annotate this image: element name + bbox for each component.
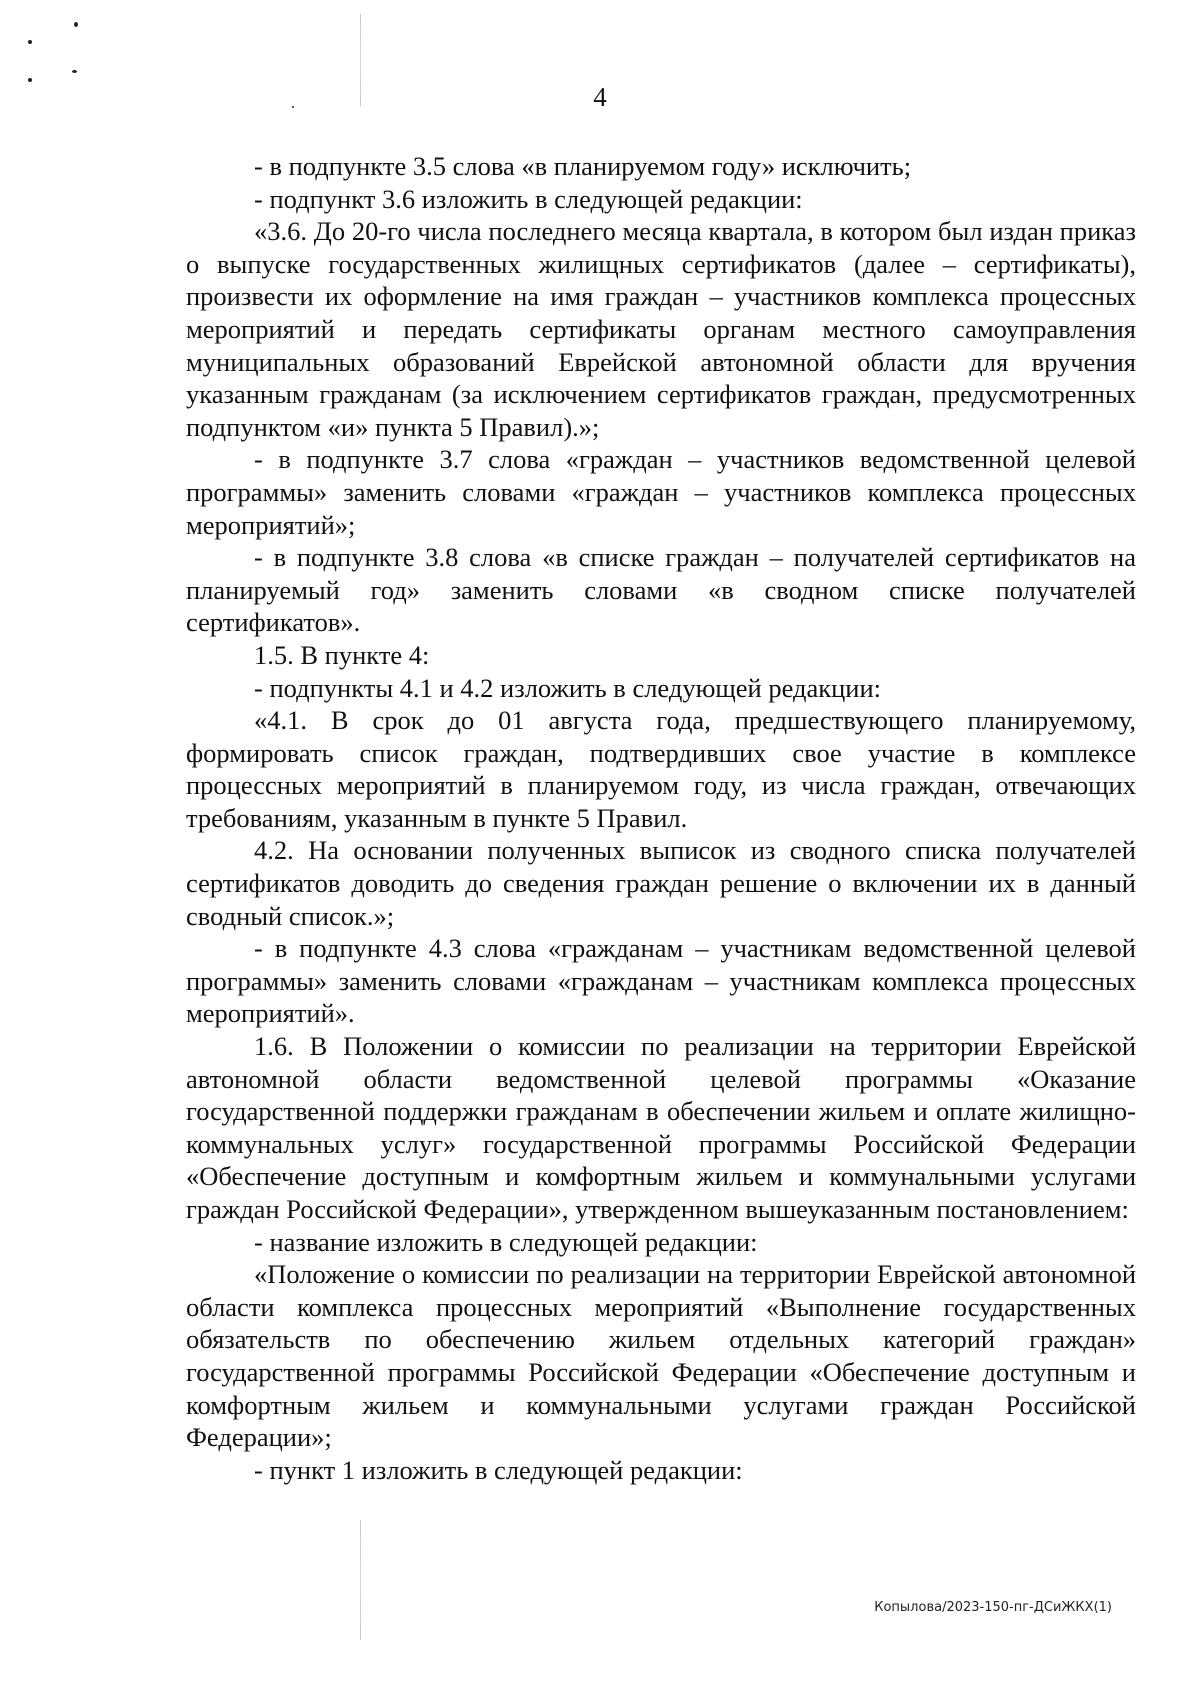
paragraph: - название изложить в следующей редакции: bbox=[254, 1226, 758, 1257]
paragraph: «3.6. До 20-го числа последнего месяца квартала, в котором был издан приказ о выпуске государственных жилищных сертификатов (далее – сертификаты), произвести их оформление на имя граждан – участников комплекса процессных мероприятий и передать сертификаты органам местного самоуправления муниципальных образований Еврейской автономной области для вручения указанным гражданам (за исключением сертификатов граждан, предусмотренных подпунктом «и» пункта 5 Правил).»; bbox=[186, 216, 1136, 442]
scan-fold-line bbox=[360, 1520, 361, 1640]
paragraph: 1.5. В пункте 4: bbox=[254, 639, 430, 670]
paragraph: 1.6. В Положении о комиссии по реализации на территории Еврейской автономной области ведомственной целевой программы «Оказание государственной поддержки гражданам в обеспечении жильем и оплате жилищно-коммунальных услуг» государственной программы Российской Федерации «Обеспечение доступным и комфортным жильем и коммунальными услугами граждан Российской Федерации», утвержденном вышеуказанным постановлением: bbox=[186, 1031, 1136, 1224]
document-footer-code: Копылова/2023-150-пг-ДСиЖКХ(1) bbox=[874, 1600, 1112, 1615]
scan-speck bbox=[74, 22, 78, 27]
paragraph: - подпункт 3.6 изложить в следующей редакции: bbox=[254, 183, 803, 214]
paragraph: - в подпункте 3.8 слова «в списке граждан – получателей сертификатов на планируемый год» заменить словами «в сводном списке получателей сертификатов». bbox=[186, 542, 1136, 638]
paragraph: «Положение о комиссии по реализации на территории Еврейской автономной области комплекса процессных мероприятий «Выполнение государственных обязательств по обеспечению жильем отдельных категорий граждан» государственной программы Российской Федерации «Обеспечение доступным и комфортным жильем и коммунальными услугами граждан Российской Федерации»; bbox=[186, 1259, 1136, 1453]
paragraph: 4.2. На основании полученных выписок из сводного списка получателей сертификатов доводить до сведения граждан решение о включении их в данный сводный список.»; bbox=[186, 835, 1136, 931]
paragraph: - в подпункте 3.7 слова «граждан – участников ведомственной целевой программы» заменить словами «граждан – участников комплекса процессных мероприятий»; bbox=[186, 444, 1136, 540]
page-number: 4 bbox=[593, 82, 607, 112]
paragraph: - в подпункте 4.3 слова «гражданам – участникам ведомственной целевой программы» заменить словами «гражданам – участникам комплекса процессных мероприятий». bbox=[186, 933, 1136, 1029]
document-body bbox=[186, 150, 1136, 1486]
paragraph: «4.1. В срок до 01 августа года, предшествующего планируемому, формировать список граждан, подтвердивших свое участие в комплексе процессных мероприятий в планируемом году, из числа граждан, отвечающих требованиям, указанным в пункте 5 Правил. bbox=[186, 705, 1136, 833]
scan-speck bbox=[72, 70, 77, 73]
scan-speck bbox=[28, 40, 32, 44]
paragraph: - подпункты 4.1 и 4.2 изложить в следующей редакции: bbox=[254, 672, 882, 703]
paragraph: - в подпункте 3.5 слова «в планируемом году» исключить; bbox=[254, 151, 912, 181]
paragraph: - пункт 1 изложить в следующей редакции: bbox=[254, 1454, 743, 1485]
